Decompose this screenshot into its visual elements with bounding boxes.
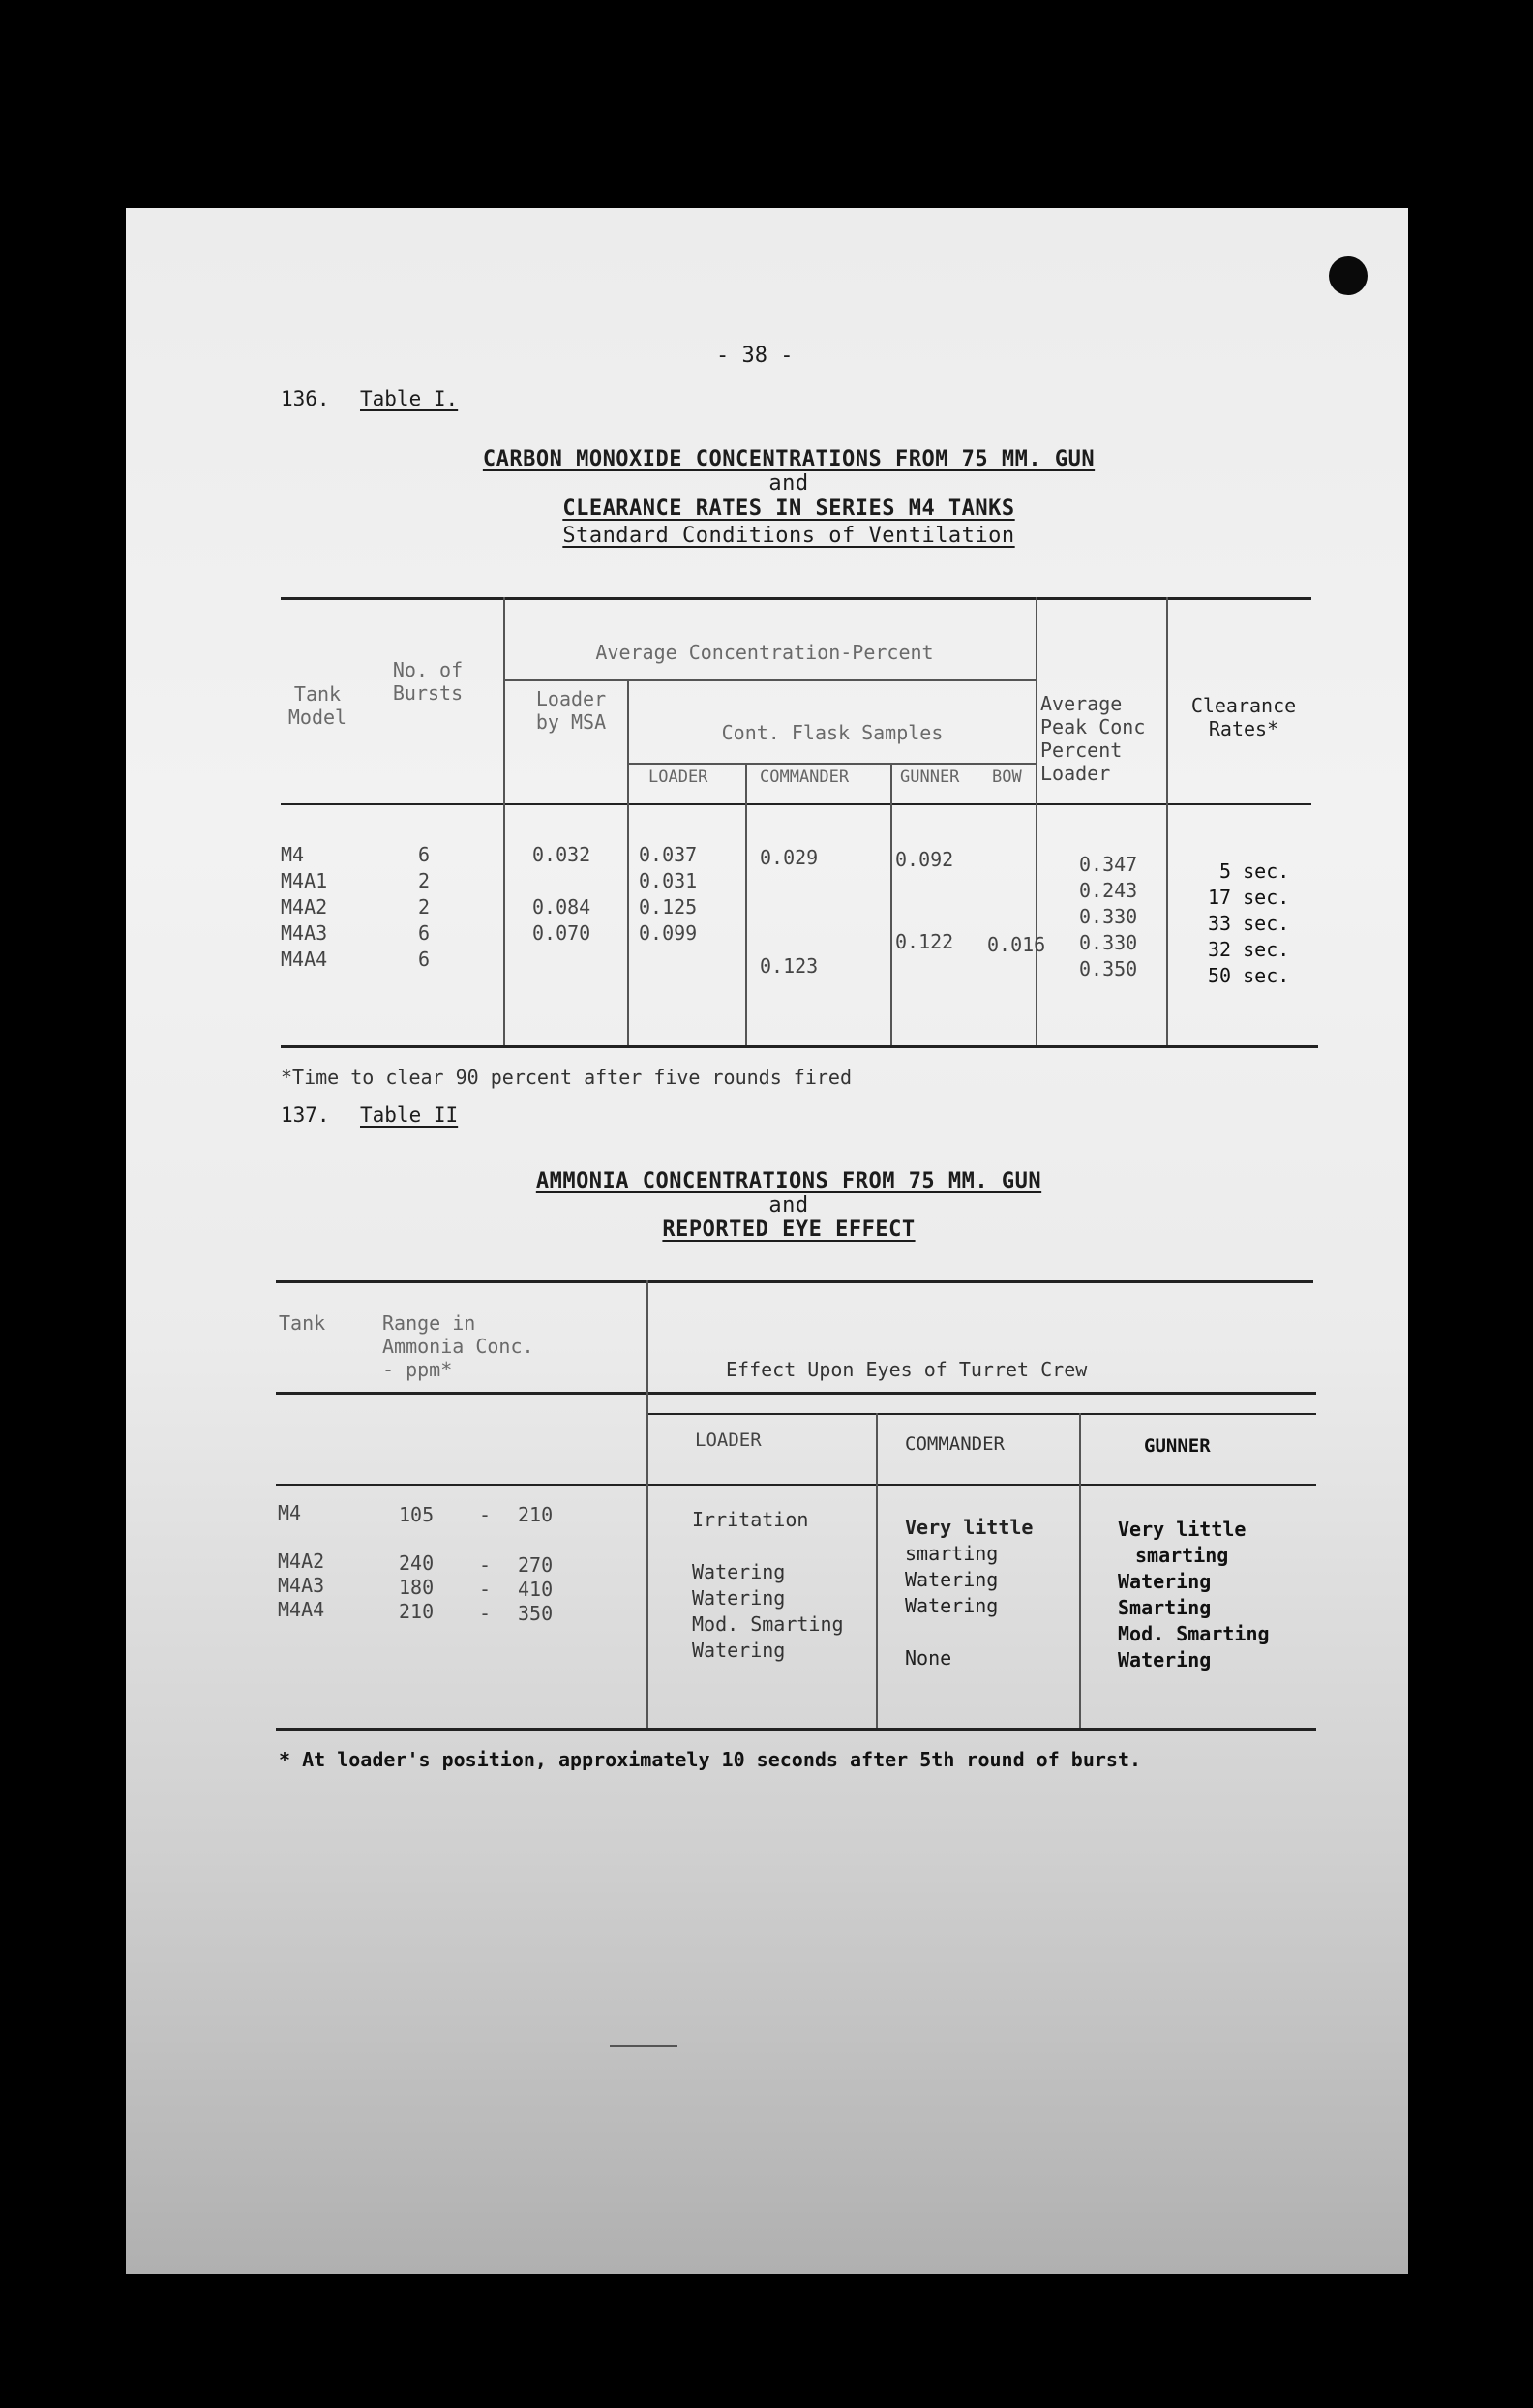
document-page (126, 208, 1408, 2274)
header-clearance-rates: Clearance Rates* (1190, 694, 1297, 740)
table-cell (692, 1533, 844, 1559)
table-cell: 0.125 (639, 895, 698, 918)
table-1-footnote: *Time to clear 90 percent after five rounds fired (281, 1066, 853, 1089)
table-cell: 180 (399, 1576, 435, 1599)
table-cell: 0.330 (1079, 905, 1138, 928)
table-cell: - (479, 1503, 492, 1526)
table-cell: None (905, 1646, 952, 1670)
table-cell: Watering (1118, 1570, 1212, 1593)
table-cell: M4A3 (281, 921, 328, 945)
table-cell: Watering (1118, 1648, 1212, 1671)
table-1-header-rule (281, 803, 1311, 805)
column-commander-effects (905, 1515, 1033, 1671)
table-cell: 0.330 (1079, 931, 1138, 954)
table-cell: M4A4 (281, 948, 328, 971)
table-cell: 5 sec. (1219, 859, 1290, 883)
table-cell: Watering (692, 1560, 786, 1583)
table-2-label: Table II (360, 1103, 459, 1127)
header-flask-commander: COMMANDER (760, 768, 850, 787)
table-2-title-line2: and (768, 1193, 809, 1218)
table-cell: 32 sec. (1208, 938, 1290, 961)
table-cell: 410 (518, 1578, 554, 1601)
table-cell: Watering (905, 1594, 999, 1617)
table-cell: - (479, 1578, 492, 1601)
table-1-vline (503, 597, 505, 1045)
table-1-title-line1: CARBON MONOXIDE CONCENTRATIONS FROM 75 MM. GUN (482, 447, 1096, 471)
table-1-top-rule (281, 597, 1311, 600)
table-cell: 240 (399, 1551, 435, 1575)
table-cell: 210 (399, 1600, 435, 1623)
table-1-label: Table I. (360, 387, 459, 410)
table-cell: M4 (278, 1501, 302, 1524)
header-average-concentration: Average Concentration-Percent (595, 641, 934, 664)
table-2-footnote: * At loader's position, approximately 10 seconds after 5th round of burst. (279, 1748, 1142, 1771)
table-2-vline (1079, 1413, 1081, 1728)
table-cell: Watering (692, 1586, 786, 1610)
table-cell: 0.016 (987, 933, 1046, 956)
header-gunner: GUNNER (1144, 1435, 1211, 1457)
table-cell: M4A2 (281, 895, 328, 918)
header-loader-by-msa: Loader by MSA (535, 687, 607, 734)
table-1-vline (627, 679, 629, 1045)
table-cell: 2 (418, 895, 431, 918)
table-cell: 6 (418, 921, 431, 945)
section-label-136: 136. (281, 387, 330, 410)
header-flask-gunner: GUNNER (900, 768, 960, 787)
column-msa (532, 842, 590, 947)
table-cell: 0.070 (532, 921, 591, 945)
table-cell: Mod. Smarting (692, 1612, 844, 1636)
table-cell: M4A3 (278, 1574, 325, 1597)
table-cell: 0.122 (895, 930, 954, 953)
table-2-vline (646, 1280, 648, 1728)
table-cell: Watering (692, 1639, 786, 1662)
table-cell: 0.099 (639, 921, 698, 945)
column-clearance (1208, 858, 1289, 989)
table-cell: 210 (518, 1503, 554, 1526)
table-cell: 0.350 (1079, 957, 1138, 980)
table-cell: Mod. Smarting (1118, 1622, 1270, 1645)
table-2-bottom-rule (276, 1728, 1316, 1731)
header-flask-bow: BOW (992, 768, 1022, 787)
column-bursts (418, 842, 430, 973)
table-cell: M4A2 (278, 1550, 325, 1573)
table-cell: - (479, 1602, 492, 1625)
header-flask-loader: LOADER (648, 768, 708, 787)
table-cell: 350 (518, 1602, 554, 1625)
table-cell: M4 (281, 843, 305, 866)
stray-mark (610, 2045, 677, 2047)
header-no-of-bursts: No. of Bursts (392, 658, 464, 705)
punch-hole (1329, 256, 1368, 295)
table-cell (532, 868, 590, 894)
table-1-vline (1166, 597, 1168, 1045)
table-2-vline (876, 1413, 878, 1728)
table-cell (905, 1619, 1033, 1645)
column-loader-effects (692, 1507, 844, 1664)
table-1-bottom-rule (281, 1045, 1318, 1048)
column-gunner-effects (1118, 1517, 1270, 1673)
table-cell: Very little (905, 1516, 1034, 1539)
table-2-title-line3: REPORTED EYE EFFECT (662, 1218, 916, 1242)
header-commander: COMMANDER (905, 1433, 1005, 1455)
header-cont-flask-samples: Cont. Flask Samples (721, 721, 944, 744)
header-effect-upon-eyes: Effect Upon Eyes of Turret Crew (726, 1358, 1088, 1381)
table-2-header-rule (276, 1392, 1316, 1395)
page-number: - 38 - (716, 344, 794, 368)
table-cell: 0.031 (639, 869, 698, 892)
table-cell: 2 (418, 869, 431, 892)
header-tank: Tank (279, 1311, 326, 1335)
header-average-peak: Average Peak Conc Percent Loader (1040, 692, 1146, 785)
table-1-flask-rule (629, 763, 1036, 765)
table-cell: Smarting (1118, 1596, 1212, 1619)
table-cell: - (479, 1553, 492, 1577)
table-1-title-line3: CLEARANCE RATES IN SERIES M4 TANKS (562, 497, 1015, 521)
column-average-peak (1079, 852, 1137, 982)
table-2-body-rule (276, 1484, 1316, 1486)
table-1-title-line2: and (768, 471, 809, 496)
table-cell: smarting (905, 1542, 999, 1565)
table-cell: M4A4 (278, 1598, 325, 1621)
table-cell: 0.243 (1079, 879, 1138, 902)
table-cell: Irritation (692, 1508, 809, 1531)
header-range-ammonia: Range in Ammonia Conc. - ppm* (382, 1311, 534, 1381)
table-cell: 0.092 (895, 848, 954, 871)
table-cell: 17 sec. (1208, 886, 1290, 909)
table-2-top-rule (276, 1280, 1313, 1283)
table-cell: 6 (418, 843, 431, 866)
table-cell: 50 sec. (1208, 964, 1290, 987)
table-1-subheader-rule (505, 679, 1036, 681)
table-1-vline (745, 763, 747, 1045)
table-cell: 33 sec. (1208, 912, 1290, 935)
table-cell: 270 (518, 1553, 554, 1577)
header-loader: LOADER (695, 1430, 762, 1451)
table-1-vline (1036, 597, 1037, 1045)
column-flask-loader (639, 842, 697, 947)
table-1-title-line4: Standard Conditions of Ventilation (562, 524, 1015, 548)
section-label-137: 137. (281, 1103, 330, 1127)
table-cell: 0.032 (532, 843, 591, 866)
table-cell: Watering (905, 1568, 999, 1591)
header-tank-model: Tank Model (287, 682, 347, 729)
table-cell: 0.347 (1079, 853, 1138, 876)
table-2-title-line1: AMMONIA CONCENTRATIONS FROM 75 MM. GUN (535, 1169, 1042, 1193)
table-cell: 0.123 (760, 954, 819, 978)
table-cell: smarting (1135, 1544, 1229, 1567)
table-cell: 0.084 (532, 895, 591, 918)
table-1-vline (890, 763, 892, 1045)
table-cell: Very little (1118, 1518, 1247, 1541)
table-cell: 0.029 (760, 846, 819, 869)
table-2-subheader-rule (648, 1413, 1316, 1415)
column-tank-model (281, 842, 327, 973)
table-cell: M4A1 (281, 869, 328, 892)
table-cell: 105 (399, 1503, 435, 1526)
table-cell: 0.037 (639, 843, 698, 866)
table-cell: 6 (418, 948, 431, 971)
